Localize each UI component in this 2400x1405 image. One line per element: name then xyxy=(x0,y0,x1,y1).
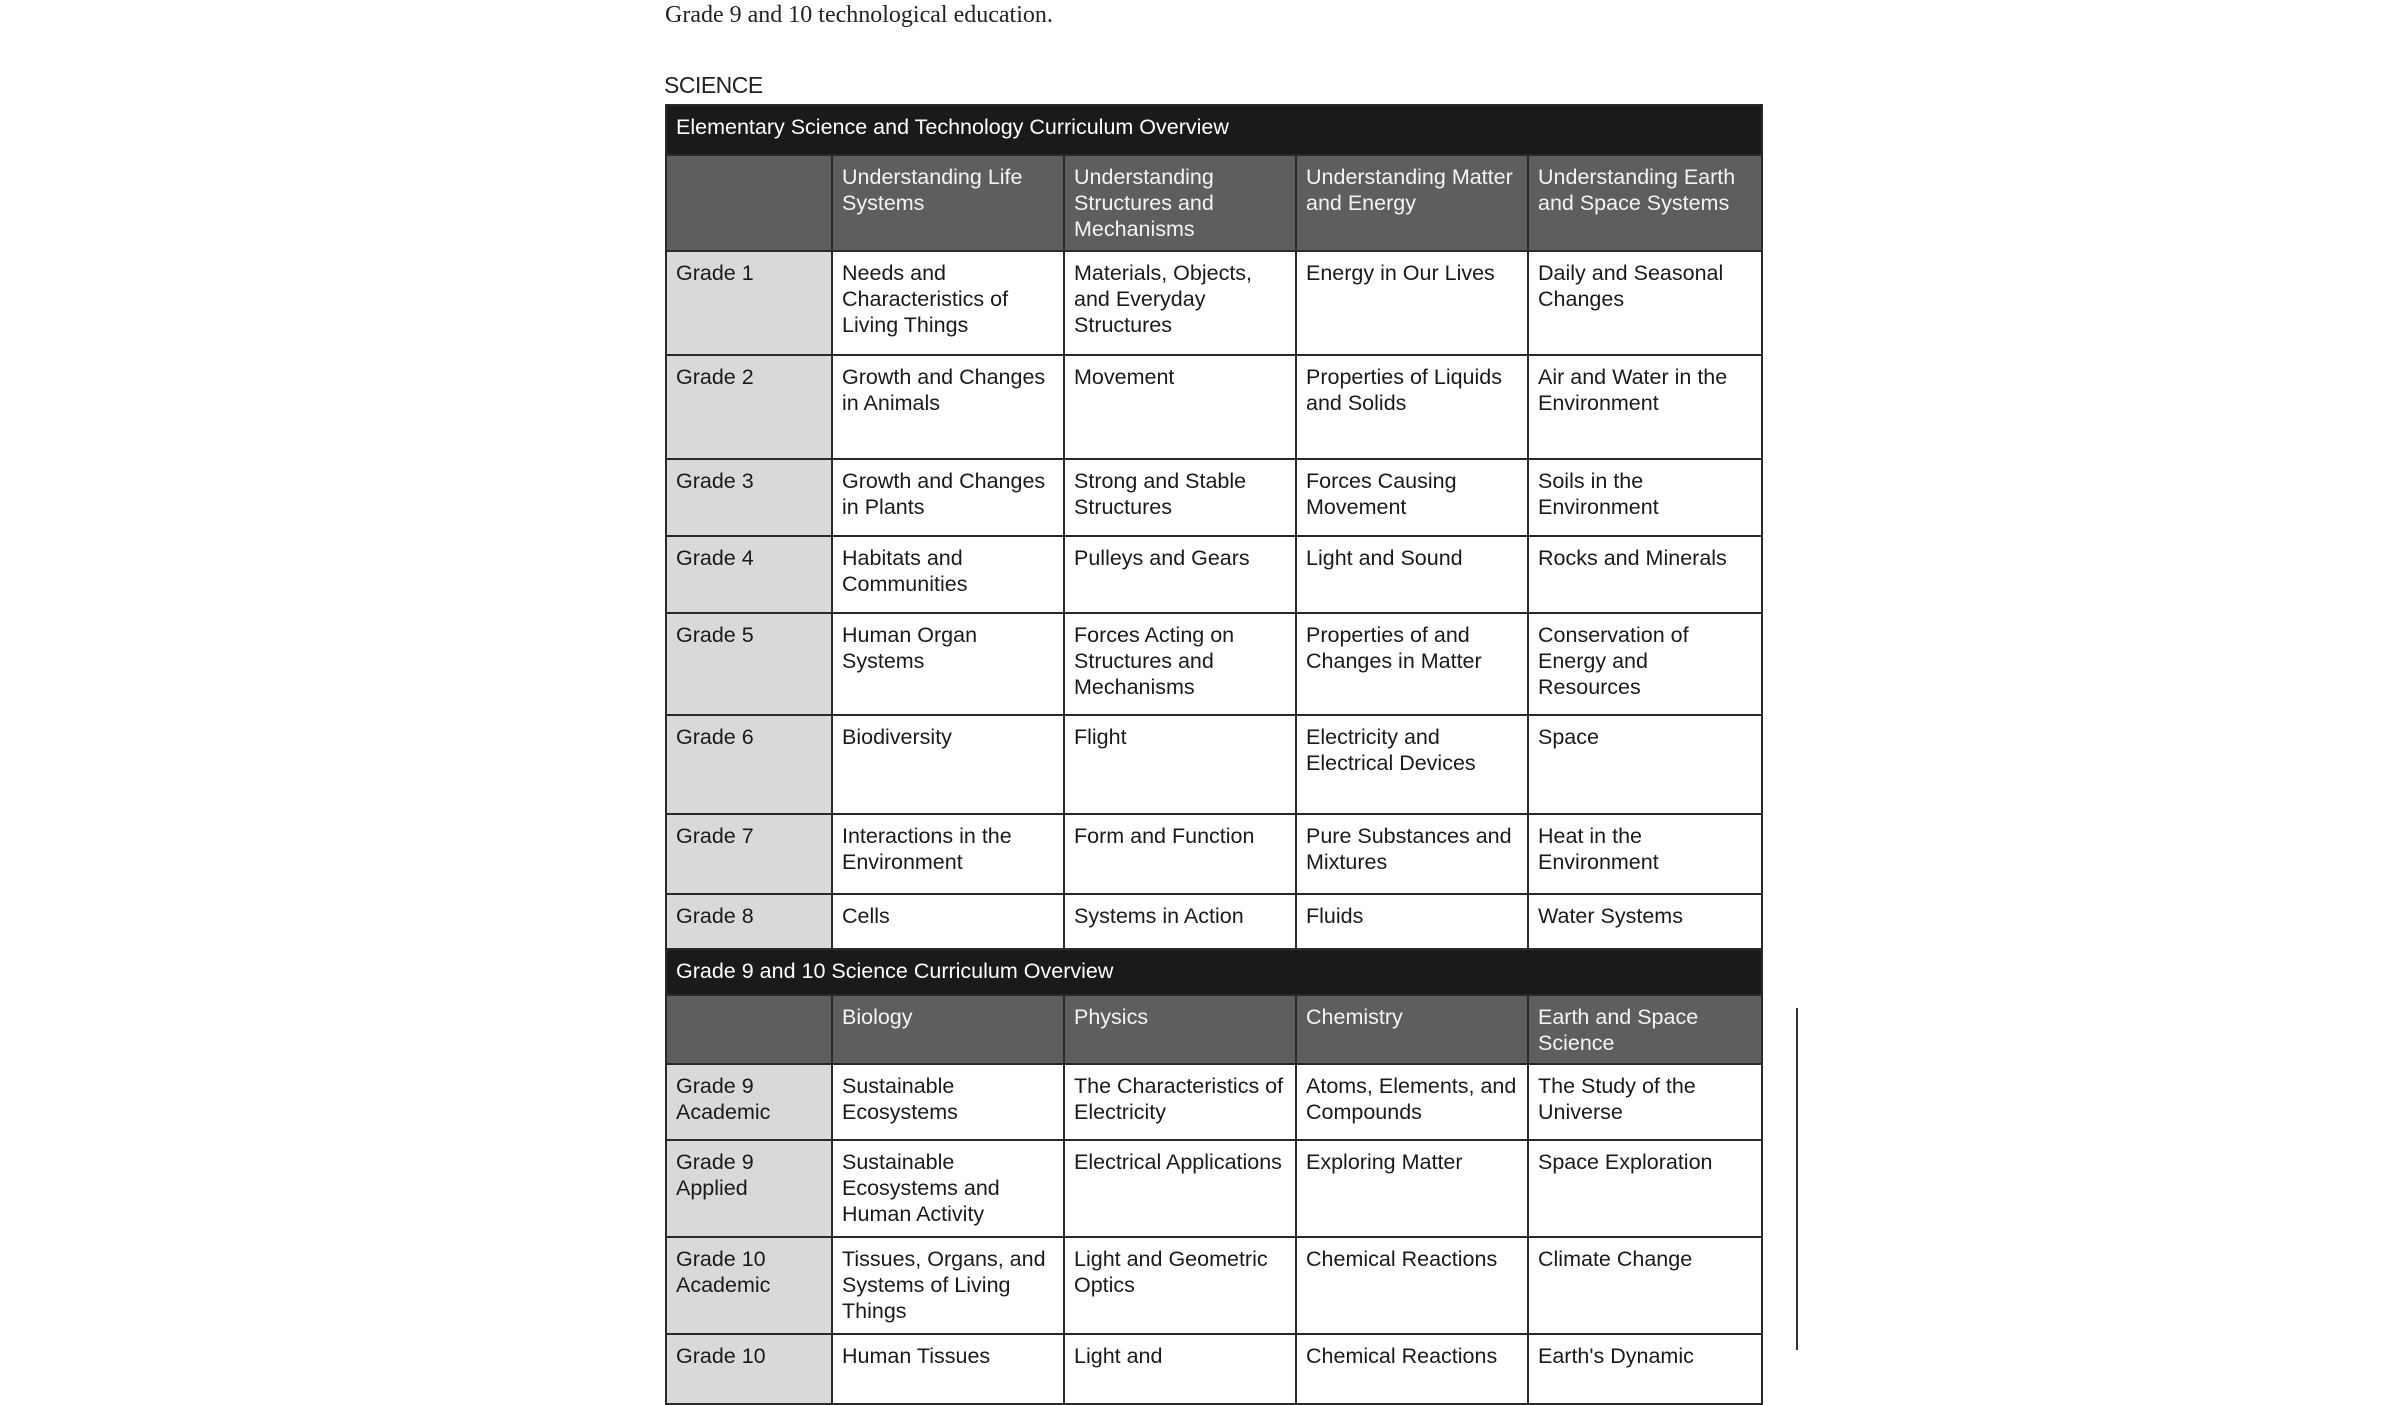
column-header: Chemistry xyxy=(1296,995,1528,1064)
grade-label: Grade 6 xyxy=(666,715,832,814)
table-cell: The Study of the Universe xyxy=(1528,1064,1762,1140)
grade-label: Grade 9 Academic xyxy=(666,1064,832,1140)
table-cell: Flight xyxy=(1064,715,1296,814)
table-row xyxy=(666,251,1762,355)
grade-label: Grade 9 Applied xyxy=(666,1140,832,1237)
table-cell: Form and Function xyxy=(1064,814,1296,894)
table-cell: Air and Water in the Environment xyxy=(1528,355,1762,459)
table-row xyxy=(666,1334,1762,1404)
intro-text: Grade 9 and 10 technological education. xyxy=(665,2,1053,28)
table-cell: Space Exploration xyxy=(1528,1140,1762,1237)
table-cell: Growth and Changes in Plants xyxy=(832,459,1064,536)
table-cell: Properties of Liquids and Solids xyxy=(1296,355,1528,459)
vertical-rule xyxy=(1796,1008,1798,1350)
grade-label: Grade 3 xyxy=(666,459,832,536)
table-cell: Energy in Our Lives xyxy=(1296,251,1528,355)
table-cell: Human Organ Systems xyxy=(832,613,1064,715)
grade-label: Grade 10 Academic xyxy=(666,1237,832,1334)
table-cell: Pulleys and Gears xyxy=(1064,536,1296,613)
table-cell: Growth and Changes in Animals xyxy=(832,355,1064,459)
column-header: Understanding Earth and Space Systems xyxy=(1528,155,1762,251)
table-row xyxy=(666,1064,1762,1140)
secondary-overview-title: Grade 9 and 10 Science Curriculum Overview xyxy=(666,949,1762,995)
table-cell: Earth's Dynamic xyxy=(1528,1334,1762,1404)
column-header: Physics xyxy=(1064,995,1296,1064)
table-cell: Pure Substances and Mixtures xyxy=(1296,814,1528,894)
table-cell: Electrical Applications xyxy=(1064,1140,1296,1237)
table-cell: Biodiversity xyxy=(832,715,1064,814)
header-corner-cell xyxy=(666,155,832,251)
table-row xyxy=(666,814,1762,894)
table-cell: Space xyxy=(1528,715,1762,814)
table-row xyxy=(666,536,1762,613)
table-row xyxy=(666,613,1762,715)
table-cell: Cells xyxy=(832,894,1064,949)
grade-label: Grade 5 xyxy=(666,613,832,715)
elementary-overview-title: Elementary Science and Technology Curriculum Overview xyxy=(666,105,1762,155)
table-cell: Soils in the Environment xyxy=(1528,459,1762,536)
table-cell: Sustainable Ecosystems and Human Activity xyxy=(832,1140,1064,1237)
table-row xyxy=(666,1237,1762,1334)
table-cell: Conservation of Energy and Resources xyxy=(1528,613,1762,715)
column-header: Understanding Life Systems xyxy=(832,155,1064,251)
table-row xyxy=(666,355,1762,459)
curriculum-overview-table xyxy=(665,104,1763,1405)
table-cell: Chemical Reactions xyxy=(1296,1237,1528,1334)
grade-label: Grade 4 xyxy=(666,536,832,613)
table-cell: Materials, Objects, and Everyday Structures xyxy=(1064,251,1296,355)
table-cell: Properties of and Changes in Matter xyxy=(1296,613,1528,715)
table-cell: Light and Sound xyxy=(1296,536,1528,613)
grade-label: Grade 2 xyxy=(666,355,832,459)
table-row xyxy=(666,894,1762,949)
table-row xyxy=(666,715,1762,814)
header-corner-cell xyxy=(666,995,832,1064)
table-cell: Daily and Seasonal Changes xyxy=(1528,251,1762,355)
grade-label: Grade 10 xyxy=(666,1334,832,1404)
table-cell: Heat in the Environment xyxy=(1528,814,1762,894)
table-cell: Fluids xyxy=(1296,894,1528,949)
table-cell: Habitats and Communities xyxy=(832,536,1064,613)
section-label: SCIENCE xyxy=(664,72,763,98)
table-cell: Tissues, Organs, and Systems of Living Things xyxy=(832,1237,1064,1334)
grade-label: Grade 1 xyxy=(666,251,832,355)
table-cell: Sustainable Ecosystems xyxy=(832,1064,1064,1140)
table-cell: Atoms, Elements, and Compounds xyxy=(1296,1064,1528,1140)
grade-label: Grade 8 xyxy=(666,894,832,949)
table-cell: The Characteristics of Electricity xyxy=(1064,1064,1296,1140)
table-cell: Human Tissues xyxy=(832,1334,1064,1404)
table-cell: Exploring Matter xyxy=(1296,1140,1528,1237)
column-header: Earth and Space Science xyxy=(1528,995,1762,1064)
table-cell: Chemical Reactions xyxy=(1296,1334,1528,1404)
table-cell: Strong and Stable Structures xyxy=(1064,459,1296,536)
table-cell: Needs and Characteristics of Living Things xyxy=(832,251,1064,355)
table-row xyxy=(666,1140,1762,1237)
table-cell: Systems in Action xyxy=(1064,894,1296,949)
table-cell: Climate Change xyxy=(1528,1237,1762,1334)
table-cell: Forces Acting on Structures and Mechanisms xyxy=(1064,613,1296,715)
column-header: Understanding Structures and Mechanisms xyxy=(1064,155,1296,251)
table-row xyxy=(666,459,1762,536)
table-cell: Interactions in the Environment xyxy=(832,814,1064,894)
table-cell: Forces Causing Movement xyxy=(1296,459,1528,536)
table-cell: Rocks and Minerals xyxy=(1528,536,1762,613)
column-header: Understanding Matter and Energy xyxy=(1296,155,1528,251)
table-cell: Electricity and Electrical Devices xyxy=(1296,715,1528,814)
table-cell: Water Systems xyxy=(1528,894,1762,949)
table-cell: Light and xyxy=(1064,1334,1296,1404)
column-header: Biology xyxy=(832,995,1064,1064)
grade-label: Grade 7 xyxy=(666,814,832,894)
table-cell: Light and Geometric Optics xyxy=(1064,1237,1296,1334)
table-cell: Movement xyxy=(1064,355,1296,459)
